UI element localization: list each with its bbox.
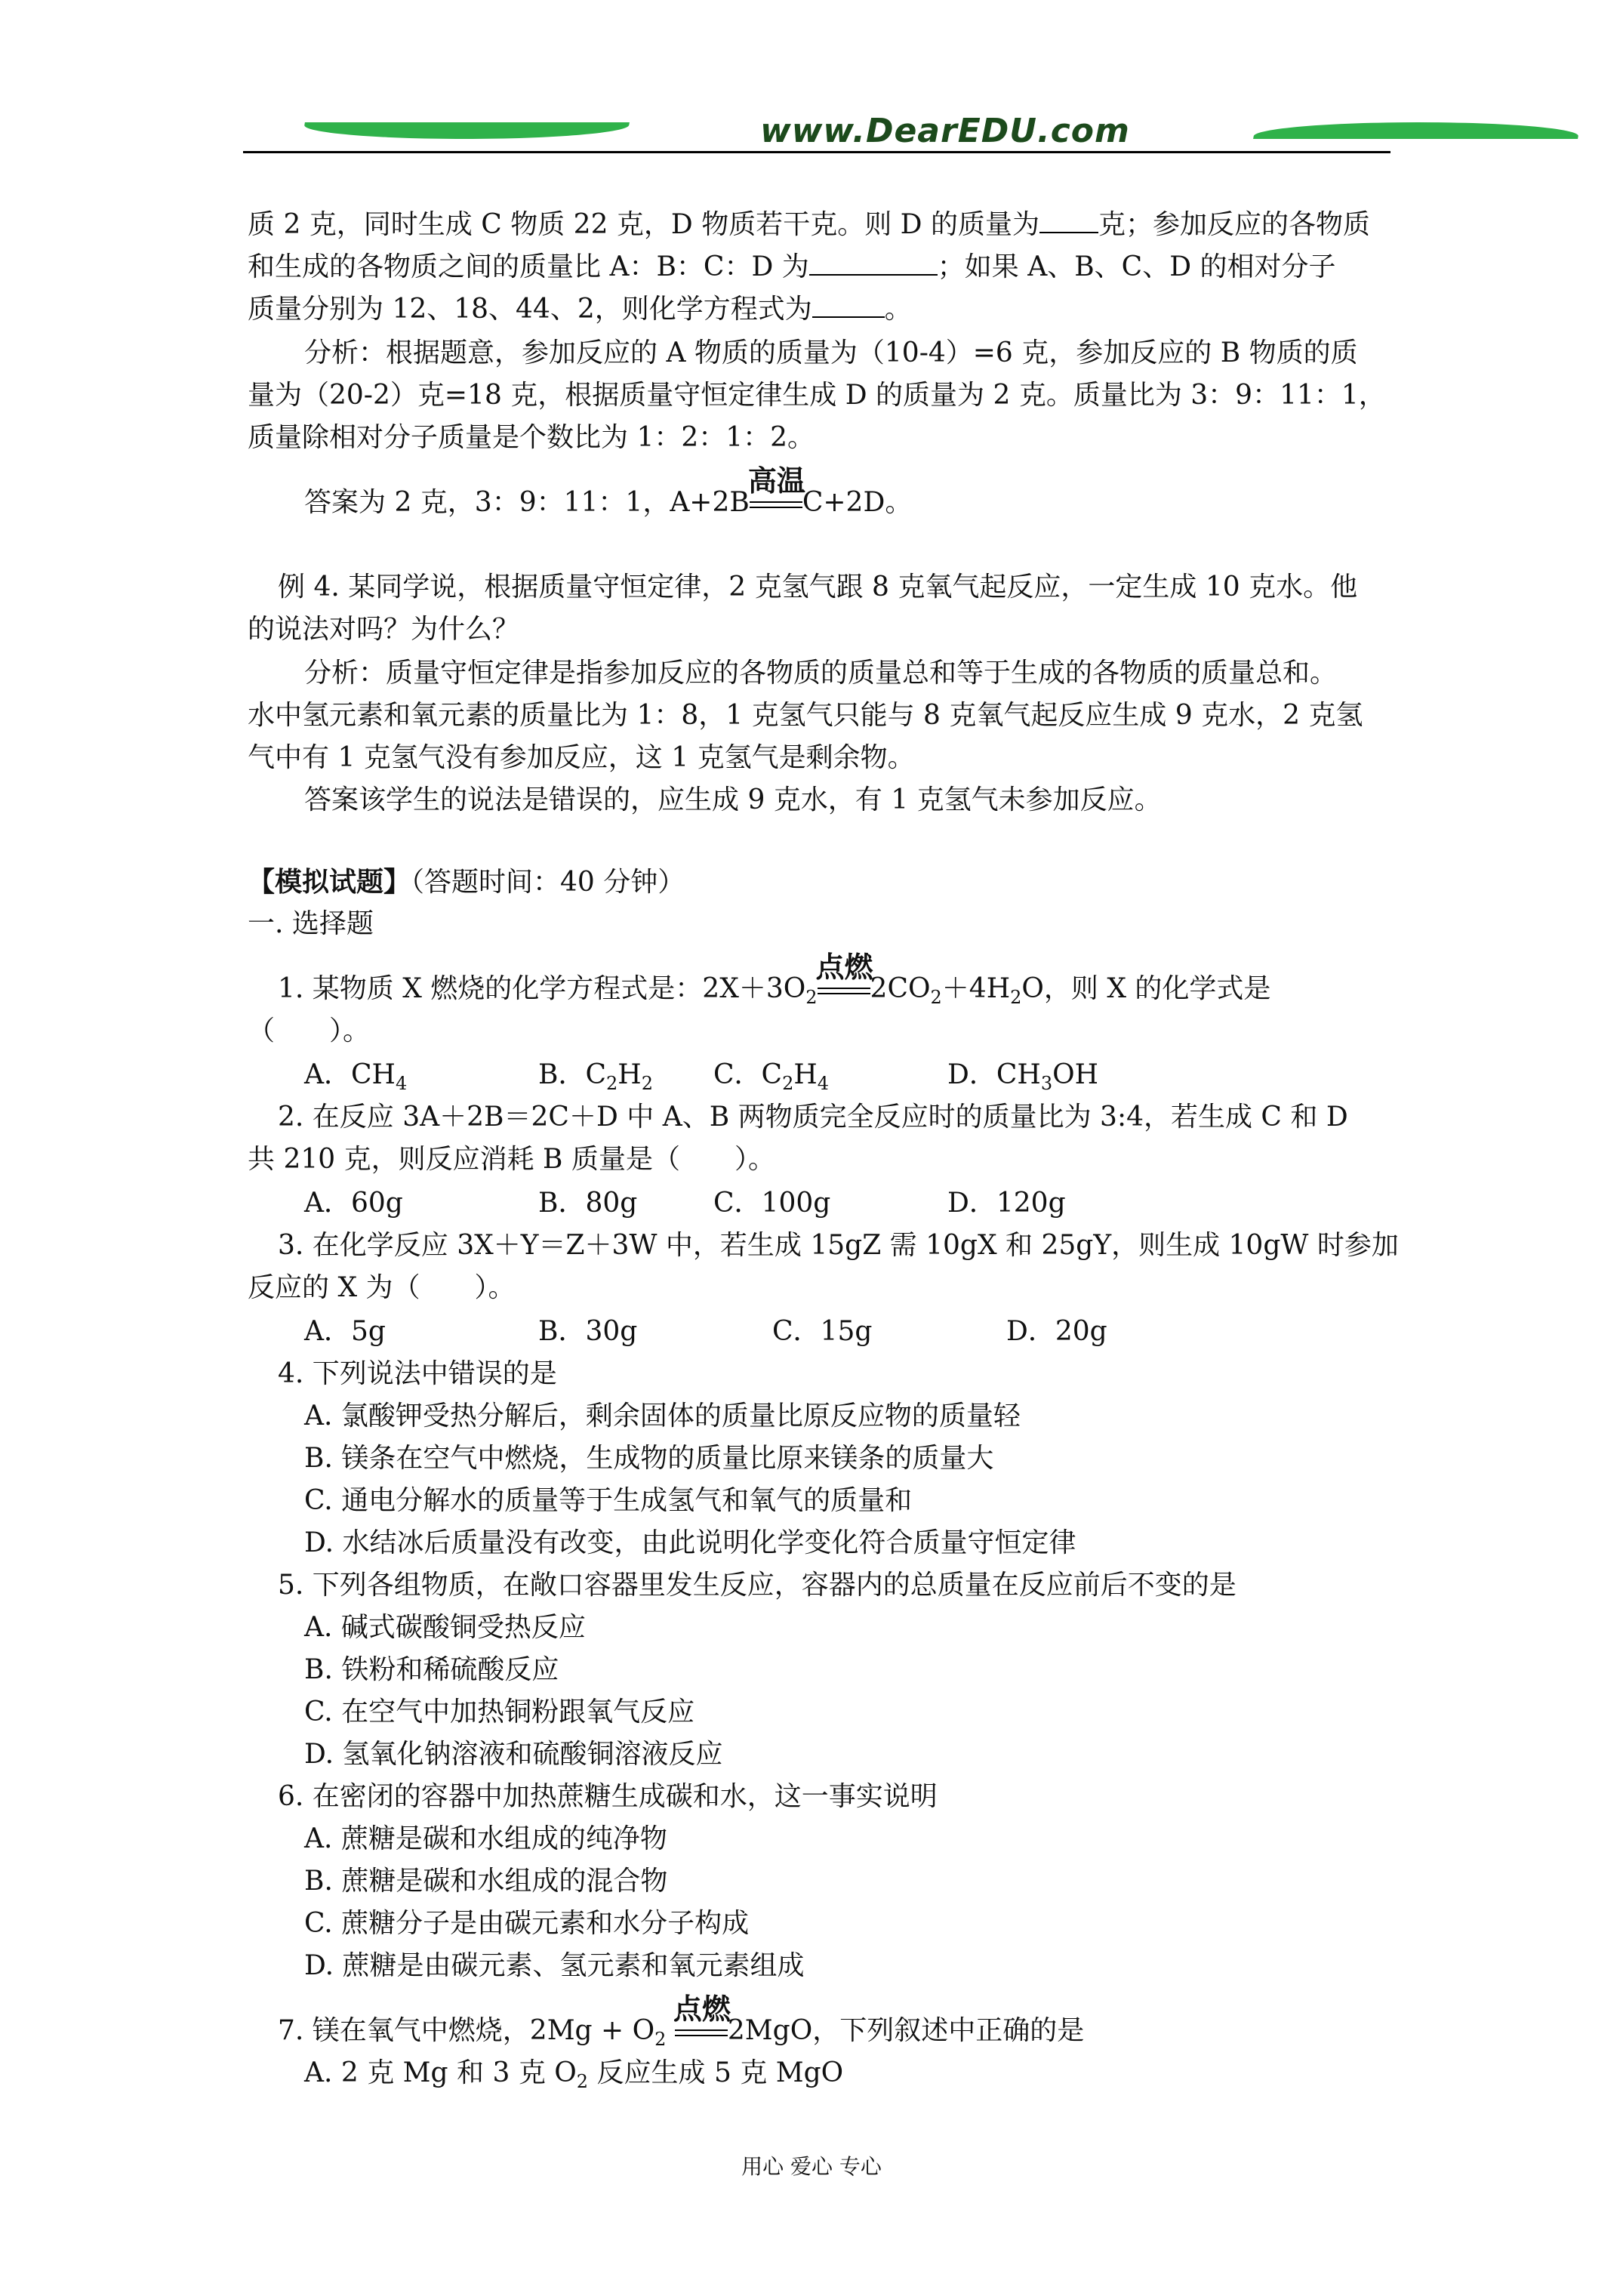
text: ＋4H (941, 973, 1011, 1004)
subscript: 2 (1010, 987, 1022, 1008)
subscript: 2 (930, 987, 942, 1008)
option-b[interactable]: B．80g (538, 1188, 638, 1219)
question-1-stem (278, 951, 1271, 1010)
subscript: 2 (641, 1073, 653, 1094)
subscript: 2 (654, 2029, 667, 2050)
section-heading (248, 861, 685, 904)
analysis-line: 量为（20-2）克=18 克，根据质量守恒定律生成 D 的质量为 2 克。质量比为 3：9：11：1， (248, 380, 1386, 411)
text: A．CH (304, 1059, 396, 1090)
option-a[interactable] (304, 2052, 843, 2094)
text: 质量分别为 12、18、44、2，则化学方程式为 (248, 294, 812, 325)
section-time: （答题时间：40 分钟） (411, 867, 685, 898)
question-3-stem: 3. 在化学反应 3X＋Y＝Z＋3W 中，若生成 15gZ 需 10gX 和 25gY，则生成 10gW 时参加 (278, 1230, 1399, 1261)
option-d[interactable]: D. 氢氧化钠溶液和硫酸铜溶液反应 (304, 1739, 723, 1770)
option-b[interactable]: B. 蔗糖是碳和水组成的混合物 (304, 1866, 668, 1897)
question-2-stem: 2. 在反应 3A＋2B＝2C＋D 中 A、B 两物质完全反应时的质量比为 3:4，若生成 C 和 D (278, 1102, 1348, 1133)
text: OH (1052, 1059, 1099, 1090)
text: 和生成的各物质之间的质量比 A：B：C：D 为 (248, 251, 809, 282)
option-a[interactable]: A．60g (304, 1188, 403, 1219)
option-c[interactable]: C．15g (772, 1316, 873, 1347)
text: 7. 镁在氧气中燃烧，2Mg + O (278, 2015, 655, 2046)
option-b[interactable]: B. 铁粉和稀硫酸反应 (304, 1654, 559, 1685)
condition-label: 点燃 (815, 951, 873, 984)
question-2-options (304, 1182, 1066, 1225)
reaction-condition (815, 951, 873, 1002)
text: D．CH (947, 1059, 1041, 1090)
paragraph-line (248, 288, 912, 331)
reaction-condition (673, 1992, 731, 2044)
text: C．C (713, 1059, 783, 1090)
header-swoosh-right (1253, 122, 1581, 139)
question-6-stem: 6. 在密闭的容器中加热蔗糖生成碳和水，这一事实说明 (278, 1781, 938, 1812)
analysis-line: 气中有 1 克氢气没有参加反应，这 1 克氢气是剩余物。 (248, 742, 915, 773)
text: 反应生成 5 克 MgO (588, 2057, 844, 2088)
option-c[interactable]: C. 在空气中加热铜粉跟氧气反应 (304, 1697, 695, 1727)
question-5-stem: 5. 下列各组物质，在敞口容器里发生反应，容器内的总质量在反应前后不变的是 (278, 1570, 1236, 1601)
equals-bar (750, 501, 802, 503)
text: A. 2 克 Mg 和 3 克 O (304, 2057, 577, 2088)
option-d[interactable]: D. 蔗糖是由碳元素、氢元素和氧元素组成 (304, 1950, 805, 1981)
question-2-stem: 共 210 克，则反应消耗 B 质量是（ ）。 (248, 1144, 775, 1175)
subscript: 4 (395, 1073, 408, 1094)
question-1-stem: （ ）。 (248, 1015, 371, 1046)
option-c[interactable]: C. 通电分解水的质量等于生成氢气和氧气的质量和 (304, 1485, 913, 1516)
example-4-line: 的说法对吗？为什么？ (248, 614, 520, 645)
question-3-stem: 反应的 X 为（ ）。 (248, 1272, 516, 1303)
option-a[interactable]: A. 蔗糖是碳和水组成的纯净物 (304, 1823, 667, 1854)
question-4-stem: 4. 下列说法中错误的是 (278, 1358, 557, 1389)
equals-bar (818, 993, 870, 994)
subscript: 2 (606, 1073, 618, 1094)
text: B．C (538, 1059, 607, 1090)
paragraph-line (248, 246, 1336, 288)
equals-bar (818, 988, 870, 989)
condition-label: 高温 (747, 464, 805, 498)
blank-line (809, 247, 938, 276)
section-title: 【模拟试题】 (248, 866, 411, 898)
equals-bar (675, 2035, 728, 2036)
option-d[interactable] (947, 1054, 1098, 1096)
header-brand: www.DearEDU.com (760, 112, 1130, 150)
subscript: 2 (576, 2071, 589, 2092)
text: H (793, 1059, 818, 1090)
header-swoosh-left (302, 122, 630, 139)
option-c[interactable]: C．100g (713, 1188, 831, 1219)
blank-line (1039, 205, 1098, 233)
option-c[interactable] (713, 1054, 947, 1096)
subscript: 2 (805, 987, 818, 1008)
paragraph-line (248, 204, 1370, 246)
option-c[interactable]: C. 蔗糖分子是由碳元素和水分子构成 (304, 1908, 750, 1939)
analysis-line: 水中氢元素和氧元素的质量比为 1：8，1 克氢气只能与 8 克氧气起反应生成 9 克水，2 克氢 (248, 700, 1363, 731)
analysis-line: 分析：根据题意，参加反应的 A 物质的质量为（10-4）=6 克，参加反应的 B 物质的质 (304, 337, 1358, 368)
option-d[interactable]: D. 水结冰后质量没有改变，由此说明化学变化符合质量守恒定律 (304, 1527, 1076, 1558)
option-b[interactable]: B. 镁条在空气中燃烧，生成物的质量比原来镁条的质量大 (304, 1443, 994, 1474)
option-a[interactable]: A. 碱式碳酸铜受热反应 (304, 1612, 586, 1643)
text: 。 (884, 294, 912, 325)
question-7-stem (278, 1992, 1085, 2052)
reaction-condition (747, 464, 805, 516)
condition-label: 点燃 (673, 1992, 731, 2026)
subscript: 2 (782, 1073, 794, 1094)
answer-line (304, 464, 913, 524)
text: 答案为 2 克，3：9：11：1，A+2B (304, 487, 750, 518)
option-d[interactable]: D．120g (947, 1188, 1066, 1219)
subscript: 3 (1040, 1073, 1053, 1094)
text: O，则 X 的化学式是 (1021, 973, 1271, 1004)
option-a[interactable]: A．5g (304, 1316, 386, 1347)
option-a[interactable]: A. 氯酸钾受热分解后，剩余固体的质量比原反应物的质量轻 (304, 1401, 1021, 1432)
text: C+2D。 (802, 487, 913, 518)
text: H (617, 1059, 642, 1090)
page-header (243, 112, 1390, 157)
page-footer: 用心 爱心 专心 (741, 2154, 882, 2179)
text: ；如果 A、B、C、D 的相对分子 (937, 251, 1336, 282)
text: 2MgO，下列叙述中正确的是 (727, 2015, 1085, 2046)
question-1-options (304, 1054, 1098, 1096)
subscript: 4 (817, 1073, 830, 1094)
option-b[interactable] (538, 1054, 713, 1096)
question-3-options (304, 1311, 1107, 1353)
analysis-line: 分析：质量守恒定律是指参加反应的各物质的质量总和等于生成的各物质的质量总和。 (304, 658, 1338, 689)
text: 2CO (870, 973, 931, 1004)
option-a[interactable] (304, 1054, 538, 1096)
answer-line: 答案该学生的说法是错误的，应生成 9 克水，有 1 克氢气未参加反应。 (304, 784, 1162, 815)
option-b[interactable]: B．30g (538, 1316, 638, 1347)
equals-bar (675, 2029, 728, 2031)
option-d[interactable]: D．20g (1006, 1316, 1107, 1347)
example-4-line: 例 4. 某同学说，根据质量守恒定律，2 克氢气跟 8 克氧气起反应，一定生成 10 克水。他 (278, 572, 1358, 603)
analysis-line: 质量除相对分子质量是个数比为 1：2：1：2。 (248, 422, 815, 453)
equals-bar (750, 507, 802, 508)
header-rule (243, 151, 1390, 153)
text: 克；参加反应的各物质 (1098, 209, 1370, 240)
part-heading: 一. 选择题 (248, 908, 374, 939)
text: 1. 某物质 X 燃烧的化学方程式是：2X＋3O (278, 973, 806, 1004)
text: 质 2 克，同时生成 C 物质 22 克，D 物质若干克。则 D 的质量为 (248, 209, 1039, 240)
blank-line (812, 289, 885, 318)
